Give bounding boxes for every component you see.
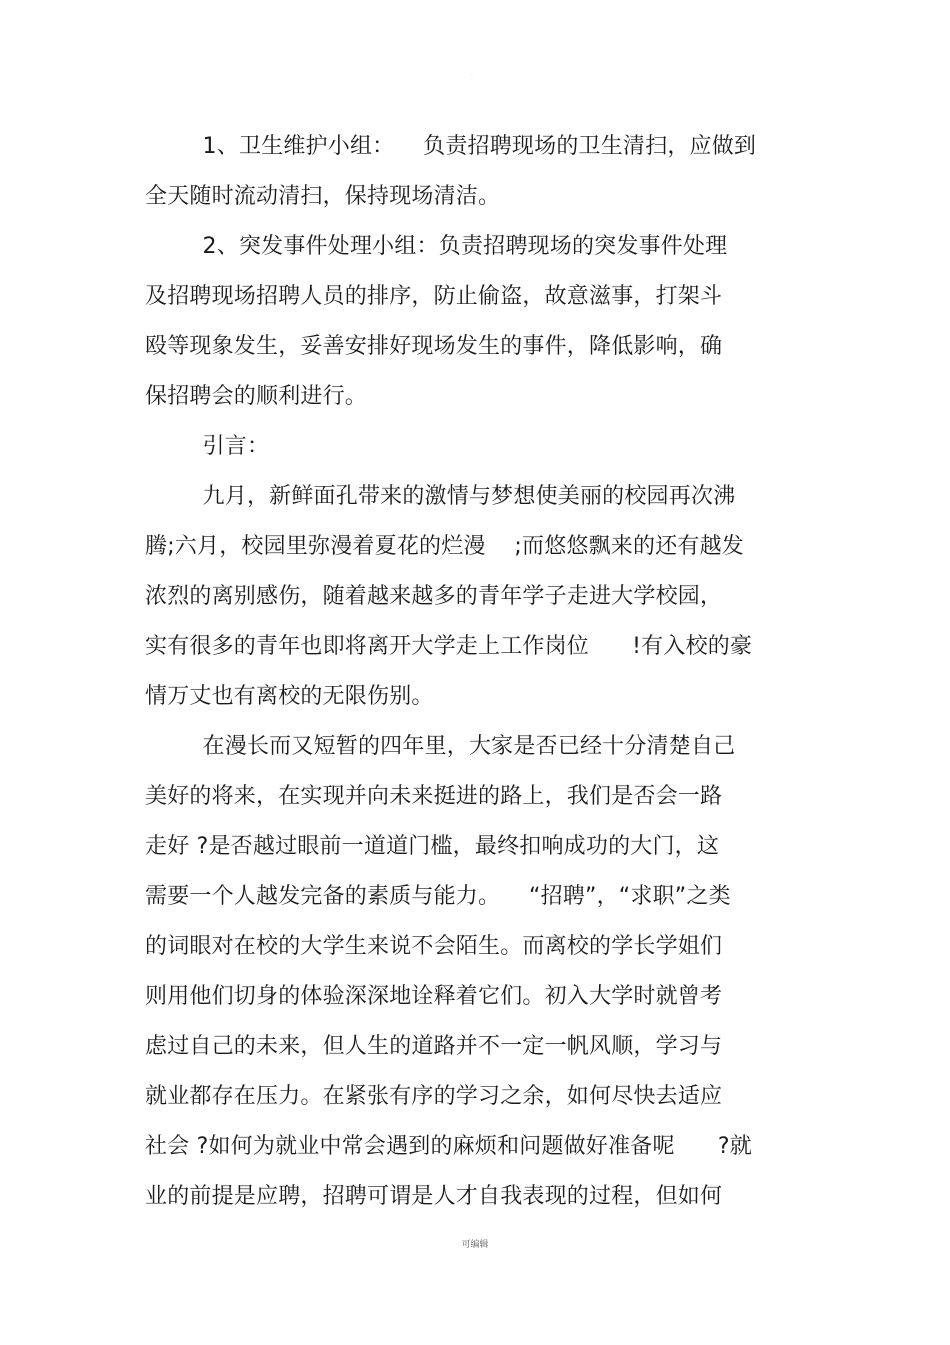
text-line: 业的前提是应聘，招聘可谓是人才自我表现的过程，但如何 bbox=[145, 1184, 723, 1209]
text-line: 需要一个人越发完备的素质与能力。 “招聘”，“求职”之类 bbox=[145, 884, 731, 909]
text-line: 美好的将来，在实现并向未来挺进的路上，我们是否会一路 bbox=[145, 784, 723, 809]
text-line: 就业都存在压力。在紧张有序的学习之余，如何尽快去适应 bbox=[145, 1084, 723, 1109]
text-line: 的词眼对在校的大学生来说不会陌生。而离校的学长学姐们 bbox=[145, 934, 723, 959]
text-line: 九月，新鲜面孔带来的激情与梦想使美丽的校园再次沸 bbox=[145, 484, 736, 509]
text-line: 腾;六月，校园里弥漫着夏花的烂漫 ;而悠悠飘来的还有越发 bbox=[145, 534, 744, 559]
text-line: 浓烈的离别感伤，随着越来越多的青年学子走进大学校园， bbox=[145, 584, 723, 609]
text-line: 虑过自己的未来，但人生的道路并不一定一帆风顺，学习与 bbox=[145, 1034, 723, 1059]
text-line: 引言： bbox=[145, 434, 270, 459]
text-line: 及招聘现场招聘人员的排序，防止偷盗，故意滋事，打架斗 bbox=[145, 284, 723, 309]
footer-note: 可编辑 bbox=[461, 1240, 489, 1250]
text-line: 则用他们切身的体验深深地诠释着它们。初入大学时就曾考 bbox=[145, 984, 723, 1009]
text-line: 情万丈也有离校的无限伤别。 bbox=[145, 684, 434, 709]
text-line: 在漫长而又短暂的四年里，大家是否已经十分清楚自己 bbox=[145, 734, 736, 759]
text-line: 2、突发事件处理小组：负责招聘现场的突发事件处理 bbox=[145, 234, 728, 259]
top-mark: . bbox=[471, 70, 473, 77]
text-line: 1、卫生维护小组： 负责招聘现场的卫生清扫，应做到 bbox=[145, 134, 757, 159]
text-line: 全天随时流动清扫，保持现场清洁。 bbox=[145, 184, 501, 209]
text-line: 殴等现象发生，妥善安排好现场发生的事件，降低影响，确 bbox=[145, 334, 723, 359]
text-line: 实有很多的青年也即将离开大学走上工作岗位 !有入校的豪 bbox=[145, 634, 753, 659]
text-line: 保招聘会的顺利进行。 bbox=[145, 384, 368, 409]
text-line: 社会 ?如何为就业中常会遇到的麻烦和问题做好准备呢 ?就 bbox=[145, 1134, 752, 1159]
text-line: 走好 ?是否越过眼前一道道门槛，最终扣响成功的大门，这 bbox=[145, 834, 720, 859]
